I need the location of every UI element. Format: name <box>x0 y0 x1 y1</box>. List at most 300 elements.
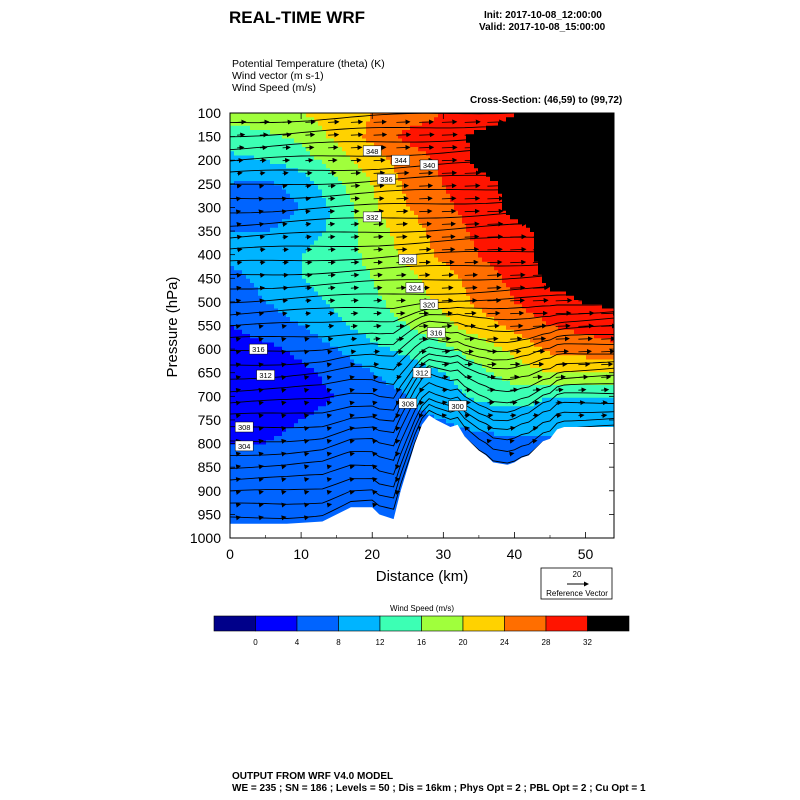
speed-cell <box>270 147 275 152</box>
speed-cell <box>266 160 271 165</box>
speed-cell <box>362 304 367 309</box>
speed-cell <box>406 207 411 212</box>
speed-cell <box>402 215 407 220</box>
speed-cell <box>306 470 311 475</box>
speed-cell <box>342 224 347 229</box>
speed-cell <box>298 483 303 488</box>
speed-cell <box>382 262 387 267</box>
speed-cell <box>314 126 319 131</box>
speed-cell <box>294 313 299 318</box>
speed-cell <box>310 181 315 186</box>
speed-cell <box>298 445 303 450</box>
speed-cell <box>318 249 323 254</box>
speed-cell <box>286 491 291 496</box>
speed-cell <box>294 372 299 377</box>
speed-cell <box>250 253 255 258</box>
speed-cell <box>274 317 279 322</box>
speed-cell <box>422 245 427 250</box>
speed-cell <box>238 164 243 169</box>
speed-cell <box>374 355 379 360</box>
speed-cell <box>322 491 327 496</box>
speed-cell <box>286 313 291 318</box>
speed-cell <box>418 355 423 360</box>
speed-cell <box>314 236 319 241</box>
speed-cell <box>274 173 279 178</box>
speed-cell <box>298 241 303 246</box>
speed-cell <box>378 360 383 365</box>
speed-cell <box>310 440 315 445</box>
speed-cell <box>234 508 239 513</box>
speed-cell <box>234 177 239 182</box>
speed-cell <box>278 207 283 212</box>
speed-cell <box>258 419 263 424</box>
speed-cell <box>266 139 271 144</box>
speed-cell <box>414 245 419 250</box>
speed-cell <box>386 211 391 216</box>
speed-cell <box>386 491 391 496</box>
speed-cell <box>242 143 247 148</box>
speed-cell <box>234 130 239 135</box>
speed-cell <box>266 462 271 467</box>
speed-cell <box>338 224 343 229</box>
speed-cell <box>374 368 379 373</box>
speed-cell <box>246 487 251 492</box>
speed-cell <box>254 181 259 186</box>
speed-cell <box>342 160 347 165</box>
speed-cell <box>338 241 343 246</box>
speed-cell <box>378 279 383 284</box>
speed-cell <box>294 466 299 471</box>
speed-cell <box>350 279 355 284</box>
speed-cell <box>346 245 351 250</box>
speed-cell <box>406 249 411 254</box>
speed-cell <box>258 181 263 186</box>
speed-cell <box>346 326 351 331</box>
speed-cell <box>242 173 247 178</box>
speed-cell <box>262 355 267 360</box>
speed-cell <box>354 296 359 301</box>
speed-cell <box>390 487 395 492</box>
speed-cell <box>318 508 323 513</box>
speed-cell <box>334 151 339 156</box>
speed-cell <box>334 462 339 467</box>
speed-cell <box>230 496 235 501</box>
speed-cell <box>334 479 339 484</box>
speed-cell <box>374 457 379 462</box>
speed-cell <box>414 130 419 135</box>
speed-cell <box>414 147 419 152</box>
speed-cell <box>362 360 367 365</box>
speed-cell <box>294 491 299 496</box>
speed-cell <box>274 326 279 331</box>
speed-cell <box>330 309 335 314</box>
speed-cell <box>254 134 259 139</box>
speed-cell <box>370 253 375 258</box>
speed-cell <box>378 309 383 314</box>
speed-cell <box>322 270 327 275</box>
speed-cell <box>382 389 387 394</box>
speed-cell <box>290 236 295 241</box>
speed-cell <box>314 287 319 292</box>
speed-cell <box>310 190 315 195</box>
speed-cell <box>298 219 303 224</box>
speed-cell <box>310 266 315 271</box>
speed-cell <box>390 134 395 139</box>
speed-cell <box>406 130 411 135</box>
speed-cell <box>354 453 359 458</box>
speed-cell <box>414 360 419 365</box>
speed-cell <box>282 117 287 122</box>
speed-cell <box>250 228 255 233</box>
speed-cell <box>386 202 391 207</box>
speed-cell <box>230 394 235 399</box>
speed-cell <box>290 245 295 250</box>
speed-cell <box>338 151 343 156</box>
speed-cell <box>334 215 339 220</box>
speed-cell <box>342 304 347 309</box>
speed-cell <box>334 334 339 339</box>
speed-cell <box>342 147 347 152</box>
speed-cell <box>330 181 335 186</box>
speed-cell <box>282 245 287 250</box>
speed-cell <box>230 491 235 496</box>
speed-cell <box>390 122 395 127</box>
speed-cell <box>414 236 419 241</box>
speed-cell <box>310 113 315 118</box>
speed-cell <box>362 457 367 462</box>
speed-cell <box>238 168 243 173</box>
speed-cell <box>282 483 287 488</box>
speed-cell <box>342 253 347 258</box>
speed-cell <box>334 224 339 229</box>
speed-cell <box>374 130 379 135</box>
speed-cell <box>338 134 343 139</box>
speed-cell <box>390 368 395 373</box>
speed-cell <box>398 245 403 250</box>
speed-cell <box>370 372 375 377</box>
speed-cell <box>314 436 319 441</box>
speed-cell <box>282 241 287 246</box>
speed-cell <box>382 415 387 420</box>
speed-cell <box>362 338 367 343</box>
speed-cell <box>398 270 403 275</box>
speed-cell <box>314 445 319 450</box>
speed-cell <box>266 457 271 462</box>
speed-cell <box>354 419 359 424</box>
speed-cell <box>306 177 311 182</box>
speed-cell <box>346 275 351 280</box>
speed-cell <box>254 470 259 475</box>
speed-cell <box>290 143 295 148</box>
speed-cell <box>382 296 387 301</box>
speed-cell <box>386 270 391 275</box>
speed-cell <box>250 483 255 488</box>
speed-cell <box>250 224 255 229</box>
speed-cell <box>246 309 251 314</box>
speed-cell <box>230 457 235 462</box>
speed-cell <box>298 173 303 178</box>
speed-cell <box>390 347 395 352</box>
speed-cell <box>286 398 291 403</box>
speed-cell <box>306 232 311 237</box>
speed-cell <box>294 177 299 182</box>
speed-cell <box>314 232 319 237</box>
speed-cell <box>386 113 391 118</box>
speed-cell <box>406 355 411 360</box>
speed-cell <box>338 275 343 280</box>
speed-cell <box>246 130 251 135</box>
speed-cell <box>334 428 339 433</box>
speed-cell <box>258 113 263 118</box>
speed-cell <box>254 113 259 118</box>
speed-cell <box>374 385 379 390</box>
speed-cell <box>310 326 315 331</box>
speed-cell <box>362 355 367 360</box>
speed-cell <box>310 483 315 488</box>
speed-cell <box>246 228 251 233</box>
speed-cell <box>378 228 383 233</box>
speed-cell <box>314 394 319 399</box>
speed-cell <box>322 432 327 437</box>
speed-cell <box>266 215 271 220</box>
speed-cell <box>310 164 315 169</box>
speed-cell <box>278 355 283 360</box>
speed-cell <box>382 343 387 348</box>
speed-cell <box>326 266 331 271</box>
speed-cell <box>354 139 359 144</box>
speed-cell <box>370 381 375 386</box>
speed-cell <box>298 190 303 195</box>
speed-cell <box>302 241 307 246</box>
speed-cell <box>402 143 407 148</box>
speed-cell <box>242 117 247 122</box>
speed-cell <box>322 262 327 267</box>
speed-cell <box>314 211 319 216</box>
speed-cell <box>366 385 371 390</box>
speed-cell <box>310 368 315 373</box>
speed-cell <box>298 207 303 212</box>
speed-cell <box>302 355 307 360</box>
speed-cell <box>254 139 259 144</box>
speed-cell <box>418 194 423 199</box>
speed-cell <box>254 207 259 212</box>
speed-cell <box>346 321 351 326</box>
speed-cell <box>418 258 423 263</box>
speed-cell <box>386 389 391 394</box>
speed-cell <box>418 207 423 212</box>
speed-cell <box>390 372 395 377</box>
speed-cell <box>246 224 251 229</box>
speed-cell <box>282 232 287 237</box>
speed-cell <box>282 181 287 186</box>
speed-cell <box>414 181 419 186</box>
speed-cell <box>262 253 267 258</box>
speed-cell <box>410 211 415 216</box>
speed-cell <box>358 211 363 216</box>
speed-cell <box>266 483 271 488</box>
speed-cell <box>326 151 331 156</box>
speed-cell <box>250 266 255 271</box>
speed-cell <box>334 304 339 309</box>
speed-cell <box>274 160 279 165</box>
speed-cell <box>366 381 371 386</box>
speed-cell <box>270 313 275 318</box>
speed-cell <box>362 479 367 484</box>
speed-cell <box>266 470 271 475</box>
speed-cell <box>394 296 399 301</box>
speed-cell <box>350 500 355 505</box>
speed-cell <box>326 258 331 263</box>
speed-cell <box>366 232 371 237</box>
speed-cell <box>322 419 327 424</box>
speed-cell <box>362 117 367 122</box>
speed-cell <box>230 504 235 509</box>
speed-cell <box>362 253 367 258</box>
speed-cell <box>250 151 255 156</box>
speed-cell <box>234 139 239 144</box>
speed-cell <box>290 368 295 373</box>
speed-cell <box>274 126 279 131</box>
speed-cell <box>346 377 351 382</box>
speed-cell <box>334 377 339 382</box>
speed-cell <box>314 326 319 331</box>
speed-cell <box>282 462 287 467</box>
speed-cell <box>390 202 395 207</box>
speed-cell <box>322 177 327 182</box>
speed-cell <box>286 394 291 399</box>
speed-cell <box>346 496 351 501</box>
speed-cell <box>346 211 351 216</box>
speed-cell <box>274 228 279 233</box>
speed-cell <box>378 411 383 416</box>
speed-cell <box>322 253 327 258</box>
speed-cell <box>282 436 287 441</box>
speed-cell <box>242 432 247 437</box>
speed-cell <box>358 483 363 488</box>
speed-cell <box>258 381 263 386</box>
speed-cell <box>286 202 291 207</box>
speed-cell <box>238 202 243 207</box>
speed-cell <box>374 483 379 488</box>
speed-cell <box>378 457 383 462</box>
speed-cell <box>298 466 303 471</box>
speed-cell <box>298 415 303 420</box>
speed-cell <box>358 249 363 254</box>
speed-cell <box>318 513 323 518</box>
speed-cell <box>250 130 255 135</box>
speed-cell <box>274 508 279 513</box>
speed-cell <box>386 219 391 224</box>
speed-cell <box>386 249 391 254</box>
speed-cell <box>306 394 311 399</box>
speed-cell <box>334 436 339 441</box>
speed-cell <box>250 211 255 216</box>
speed-cell <box>282 168 287 173</box>
speed-cell <box>270 406 275 411</box>
speed-cell <box>286 406 291 411</box>
speed-cell <box>362 394 367 399</box>
speed-cell <box>322 143 327 148</box>
speed-cell <box>410 236 415 241</box>
speed-cell <box>274 279 279 284</box>
speed-cell <box>406 215 411 220</box>
speed-cell <box>286 326 291 331</box>
speed-cell <box>382 202 387 207</box>
speed-cell <box>242 202 247 207</box>
speed-cell <box>390 453 395 458</box>
speed-cell <box>342 462 347 467</box>
speed-cell <box>250 462 255 467</box>
speed-cell <box>386 279 391 284</box>
speed-cell <box>310 360 315 365</box>
speed-cell <box>274 351 279 356</box>
speed-cell <box>238 513 243 518</box>
speed-cell <box>354 415 359 420</box>
speed-cell <box>398 283 403 288</box>
speed-cell <box>366 164 371 169</box>
speed-cell <box>234 190 239 195</box>
speed-cell <box>370 194 375 199</box>
speed-cell <box>382 479 387 484</box>
speed-cell <box>426 139 431 144</box>
speed-cell <box>334 313 339 318</box>
speed-cell <box>274 483 279 488</box>
speed-cell <box>250 207 255 212</box>
speed-cell <box>286 402 291 407</box>
speed-cell <box>330 253 335 258</box>
speed-cell <box>286 215 291 220</box>
speed-cell <box>266 130 271 135</box>
speed-cell <box>378 436 383 441</box>
speed-cell <box>290 406 295 411</box>
speed-cell <box>386 262 391 267</box>
speed-cell <box>258 228 263 233</box>
speed-cell <box>258 406 263 411</box>
speed-cell <box>250 364 255 369</box>
speed-cell <box>390 185 395 190</box>
speed-cell <box>250 432 255 437</box>
speed-cell <box>230 317 235 322</box>
speed-cell <box>306 445 311 450</box>
speed-cell <box>270 224 275 229</box>
speed-cell <box>426 190 431 195</box>
speed-cell <box>234 304 239 309</box>
speed-cell <box>258 330 263 335</box>
speed-cell <box>278 317 283 322</box>
speed-cell <box>390 338 395 343</box>
speed-cell <box>270 326 275 331</box>
speed-cell <box>242 245 247 250</box>
speed-cell <box>426 181 431 186</box>
speed-cell <box>286 241 291 246</box>
speed-cell <box>274 394 279 399</box>
speed-cell <box>262 151 267 156</box>
speed-cell <box>294 470 299 475</box>
speed-cell <box>290 313 295 318</box>
speed-cell <box>382 364 387 369</box>
speed-cell <box>246 249 251 254</box>
speed-cell <box>230 190 235 195</box>
speed-cell <box>274 215 279 220</box>
speed-cell <box>294 389 299 394</box>
speed-cell <box>366 139 371 144</box>
speed-cell <box>314 389 319 394</box>
speed-cell <box>370 139 375 144</box>
speed-cell <box>390 126 395 131</box>
speed-cell <box>338 300 343 305</box>
speed-cell <box>378 258 383 263</box>
speed-cell <box>258 253 263 258</box>
